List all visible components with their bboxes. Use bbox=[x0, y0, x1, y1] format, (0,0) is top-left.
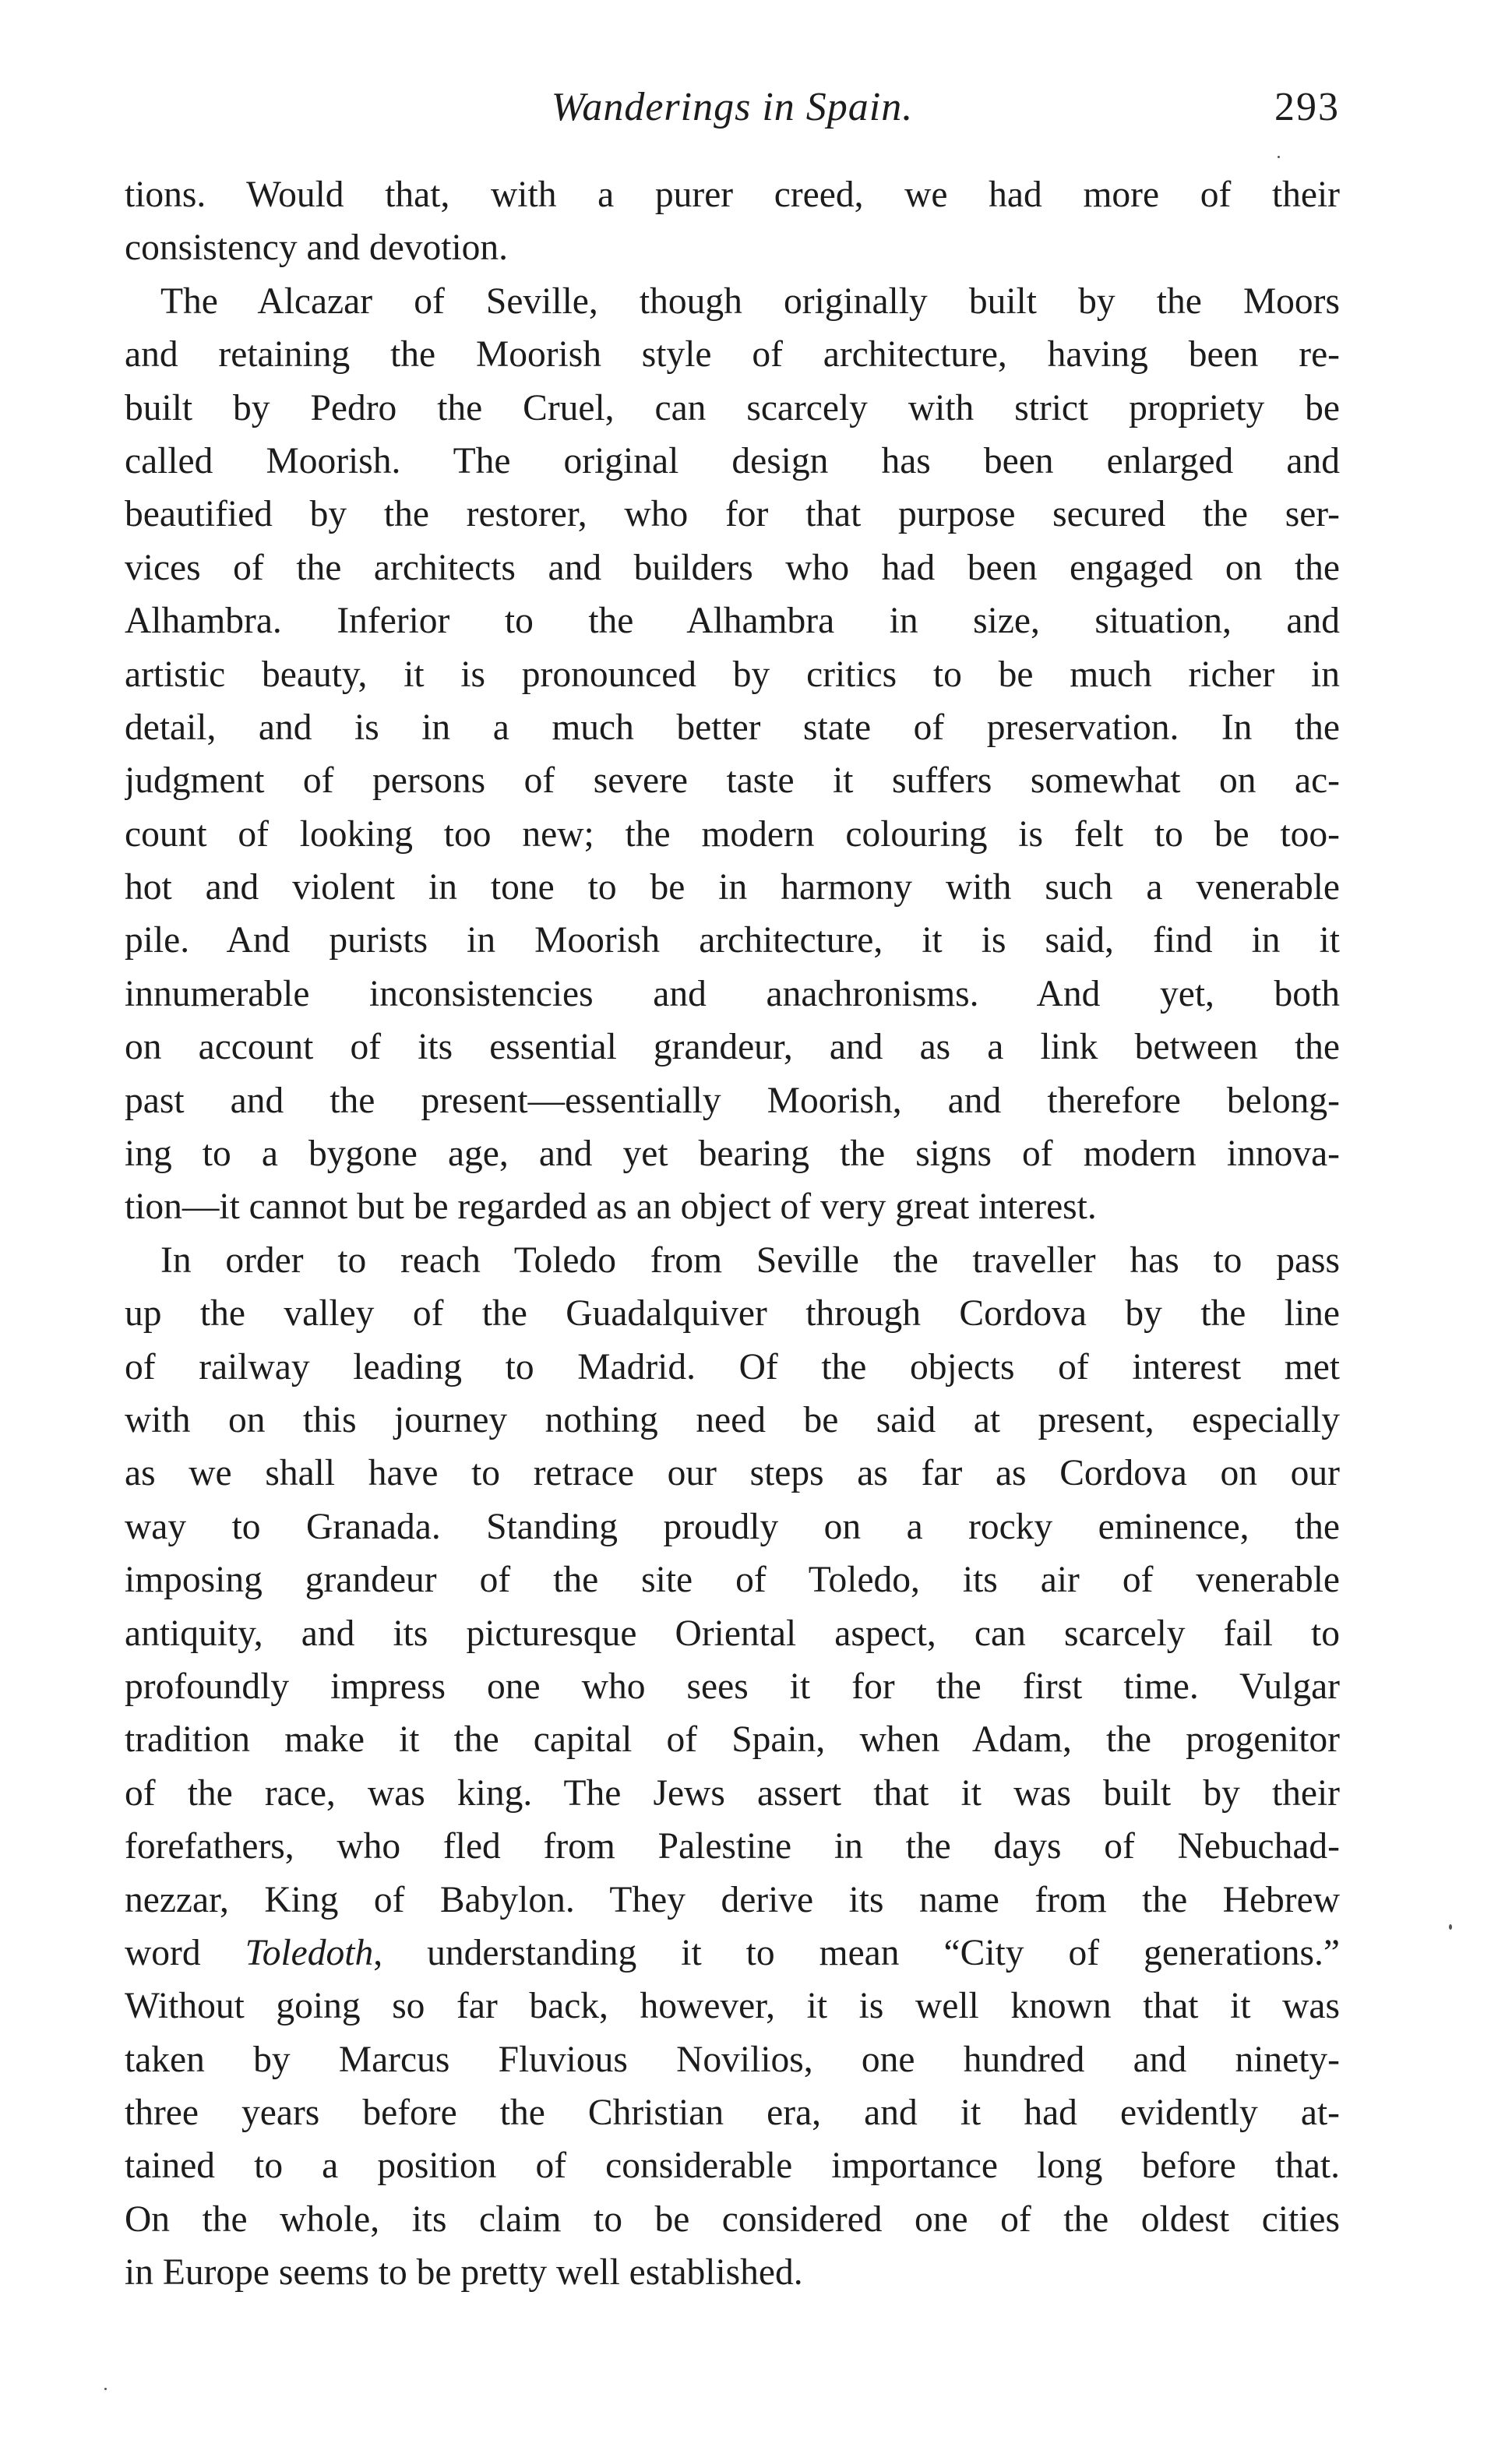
text-line: judgment of persons of severe taste it suffers somewhat on ac- bbox=[125, 760, 1340, 802]
running-title: Wanderings in Spain. bbox=[551, 85, 914, 129]
text-line: The Alcazar of Seville, though originally built by the Moors bbox=[160, 280, 1340, 322]
text-line: built by Pedro the Cruel, can scarcely with strict propriety be bbox=[125, 387, 1340, 428]
text-line: artistic beauty, it is pronounced by critics to be much richer in bbox=[125, 654, 1340, 695]
text-line: innumerable inconsistencies and anachronisms. And yet, both bbox=[125, 973, 1340, 1014]
running-head bbox=[125, 84, 1340, 146]
text-line: Without going so far back, however, it is well known that it was bbox=[125, 1986, 1340, 2027]
text-line: beautified by the restorer, who for that purpose secured the ser- bbox=[125, 494, 1340, 535]
text-line: antiquity, and its picturesque Oriental aspect, can scarcely fail to bbox=[125, 1613, 1340, 1654]
text-line: detail, and is in a much better state of preservation. In the bbox=[125, 707, 1340, 748]
text-line: past and the present—essentially Moorish, and therefore belong- bbox=[125, 1080, 1340, 1121]
text-line: In order to reach Toledo from Seville the traveller has to pass bbox=[160, 1239, 1340, 1281]
text-line: called Moorish. The original design has been enlarged and bbox=[125, 440, 1340, 481]
text-line: in Europe seems to be pretty well established. bbox=[125, 2252, 803, 2294]
text-line: and retaining the Moorish style of architecture, having been re- bbox=[125, 334, 1340, 375]
text-line: Alhambra. Inferior to the Alhambra in size, situation, and bbox=[125, 601, 1340, 642]
text-line: count of looking too new; the modern colouring is felt to be too- bbox=[125, 813, 1340, 855]
text-line: profoundly impress one who sees it for the first time. Vulgar bbox=[125, 1666, 1340, 1707]
scan-speck bbox=[1278, 156, 1280, 158]
text-line: forefathers, who fled from Palestine in the days of Nebuchad- bbox=[125, 1826, 1340, 1867]
text-line: of railway leading to Madrid. Of the objects of interest met bbox=[125, 1346, 1340, 1387]
text-line: word Toledoth, understanding it to mean “City of generations.” bbox=[125, 1932, 1340, 1973]
text-line: tions. Would that, with a purer creed, we had more of their bbox=[125, 175, 1340, 215]
text-line: as we shall have to retrace our steps as far as Cordova on our bbox=[125, 1453, 1340, 1494]
text-line: tained to a position of considerable importance long before that. bbox=[125, 2145, 1340, 2187]
text-line: pile. And purists in Moorish architecture, it is said, find in it bbox=[125, 920, 1340, 961]
text-line: consistency and devotion. bbox=[125, 227, 509, 269]
text-line: nezzar, King of Babylon. They derive its name from the Hebrew bbox=[125, 1879, 1340, 1920]
text-line: with on this journey nothing need be said at present, especially bbox=[125, 1399, 1340, 1440]
text-line: way to Granada. Standing proudly on a rocky eminence, the bbox=[125, 1506, 1340, 1547]
text-line: vices of the architects and builders who had been engaged on the bbox=[125, 547, 1340, 588]
text-line: up the valley of the Guadalquiver through Cordova by the line bbox=[125, 1293, 1340, 1335]
text-line: ing to a bygone age, and yet bearing the signs of modern innova- bbox=[125, 1134, 1340, 1175]
text-line: of the race, was king. The Jews assert that it was built by their bbox=[125, 1772, 1340, 1814]
body-text bbox=[125, 168, 1340, 2300]
text-line: On the whole, its claim to be considered one of the oldest cities bbox=[125, 2198, 1340, 2240]
text-line: three years before the Christian era, and it had evidently at- bbox=[125, 2093, 1340, 2134]
page-number: 293 bbox=[1274, 85, 1340, 129]
text-line: tion—it cannot but be regarded as an object of very great interest. bbox=[125, 1186, 1097, 1228]
text-line: on account of its essential grandeur, and as a link between the bbox=[125, 1027, 1340, 1068]
scan-speck bbox=[104, 2388, 107, 2390]
scan-speck bbox=[1449, 1924, 1452, 1930]
text-line: tradition make it the capital of Spain, when Adam, the progenitor bbox=[125, 1719, 1340, 1761]
text-line: taken by Marcus Fluvious Novilios, one hundred and ninety- bbox=[125, 2039, 1340, 2080]
text-line: hot and violent in tone to be in harmony with such a venerable bbox=[125, 867, 1340, 908]
text-line: imposing grandeur of the site of Toledo, its air of venerable bbox=[125, 1560, 1340, 1601]
